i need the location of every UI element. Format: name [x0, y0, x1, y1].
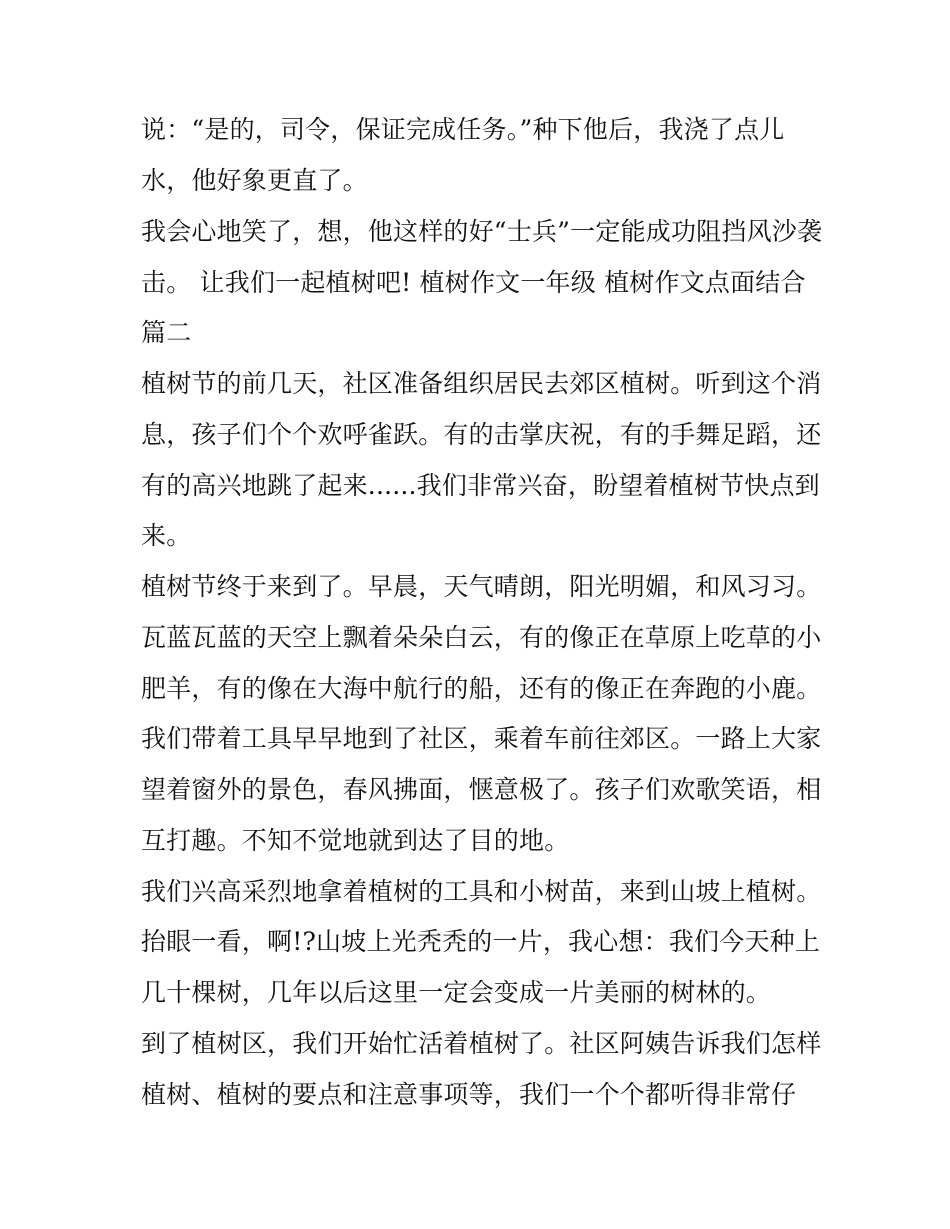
- text-line: 息，孩子们个个欢呼雀跃。有的击掌庆祝，有的手舞足蹈，还: [141, 420, 822, 449]
- text-line: 我会心地笑了，想，他这样的好“士兵”一定能成功阻挡风沙袭: [141, 217, 823, 246]
- text-line: 植树节的前几天，社区准备组织居民去郊区植树。听到这个消: [141, 369, 822, 398]
- text-line: 瓦蓝瓦蓝的天空上飘着朵朵白云，有的像正在草原上吃草的小: [141, 623, 822, 652]
- text-line: 肥羊，有的像在大海中航行的船，还有的像正在奔跑的小鹿。: [141, 674, 822, 703]
- text-line: 有的高兴地跳了起来......我们非常兴奋，盼望着植树节快点到: [141, 471, 820, 500]
- text-line: 我们带着工具早早地到了社区，乘着车前往郊区。一路上大家: [141, 724, 822, 753]
- text-line: 望着窗外的景色，春风拂面，惬意极了。孩子们欢歌笑语，相: [141, 775, 822, 804]
- text-line: 水，他好象更直了。: [141, 166, 368, 195]
- text-line: 植树节终于来到了。早晨，天气晴朗，阳光明媚，和风习习。: [141, 572, 822, 601]
- text-line: 击。 让我们一起植树吧! 植树作文一年级 植树作文点面结合: [141, 268, 806, 297]
- text-line: 篇二: [141, 318, 192, 347]
- text-line: 互打趣。不知不觉地就到达了目的地。: [141, 826, 570, 855]
- text-line: 来。: [141, 521, 192, 550]
- text-line: 植树、植树的要点和注意事项等，我们一个个都听得非常仔: [141, 1080, 797, 1109]
- text-line: 到了植树区，我们开始忙活着植树了。社区阿姨告诉我们怎样: [141, 1029, 822, 1058]
- text-line: 抬眼一看，啊!?山坡上光秃秃的一片，我心想：我们今天种上: [141, 927, 821, 956]
- text-line: 几十棵树，几年以后这里一定会变成一片美丽的树林的。: [141, 978, 772, 1007]
- text-line: 说：“是的，司令，保证完成任务。”种下他后，我浇了点儿: [141, 115, 785, 144]
- text-line: 我们兴高采烈地拿着植树的工具和小树苗，来到山坡上植树。: [141, 877, 822, 906]
